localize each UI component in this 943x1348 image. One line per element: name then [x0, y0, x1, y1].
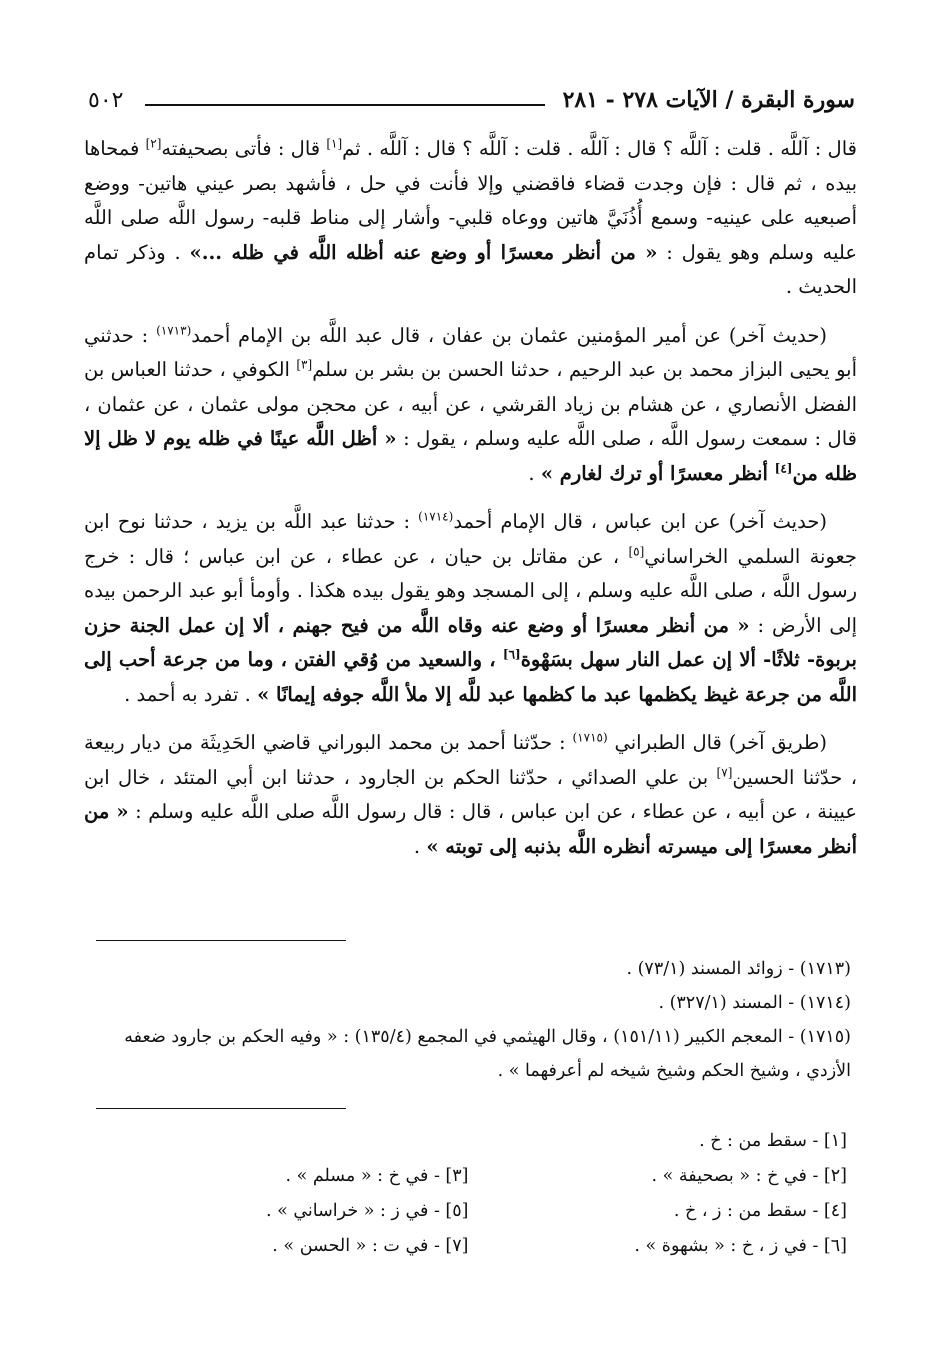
note-marker: [١]	[326, 136, 343, 151]
note-marker: (١٧١٣)	[156, 323, 192, 337]
variant-note: [٦] - في ز ، خ : « بشهوة » .	[634, 1236, 847, 1256]
text-run: فمحاها بيده ، ثم قال : فإن وجدت قضاء فاقضني وإلا فأنت في حل ، فأشهد بصر عيني هاتين- ووضع أصبعيه على عينيه- وسمع أُذُنَيَّ هاتين ووعاه قلبي- وأشار إلى مناط قلبه- رسول اللَّه صلى اللَّه عليه وسلم وهو يقول :	[84, 137, 857, 264]
text-run: (طريق آخر) قال الطبراني	[607, 731, 827, 754]
variant-row	[90, 1229, 847, 1264]
hadith-quote: « من أنظر معسرًا أو وضع عنه وقاه اللَّه من فيح جهنم ، ألا إن عمل الجنة حزن بربوة- ثلاثًا- ألا إن عمل النار سهل بسَهْوة	[84, 613, 857, 671]
paragraph-p4	[84, 726, 857, 864]
note-marker: (١٧١٤)	[418, 509, 454, 524]
variant-row	[90, 1194, 847, 1229]
header-rule	[145, 104, 544, 106]
paragraph-p1	[84, 132, 857, 305]
hadith-quote: « من أنظر معسرًا أو وضع عنه أظله اللَّه في ظله ...»	[189, 240, 658, 264]
hadith-quote: « من أنظر معسرًا إلى ميسرته أنظره اللَّه بذنبه إلى توبته »	[84, 800, 857, 858]
variant-note	[90, 1124, 469, 1159]
text-run: (حديث آخر) عن ابن عباس ، قال الإمام أحمد	[453, 510, 827, 533]
page-number: ٥٠٢	[88, 87, 124, 113]
text-run: قال : فأتى بصحيفته	[161, 137, 327, 160]
note-marker: (١٧١٥)	[572, 730, 608, 745]
paragraph-p2	[84, 319, 857, 492]
text-run: : حدثني أبو يحيى البزاز محمد بن عبد الرحيم ، حدثنا الحسن بن بشر بن سلم	[84, 323, 857, 381]
note-marker: [٤]	[774, 461, 793, 475]
text-run: قال : آللَّه . قلت : آللَّه ؟ قال : آللَّه . قلت : آللَّه ؟ قال : آللَّه . ثم	[342, 137, 857, 160]
note-marker: [٣]	[296, 357, 313, 372]
footnote-rule	[96, 940, 346, 941]
text-run: : حدثنا عبد اللَّه بن يزيد ، حدثنا نوح ابن جعونة السلمي الخراساني	[84, 510, 857, 568]
variant-note: [٢] - في خ : « بصحيفة » .	[651, 1166, 847, 1186]
main-text	[84, 132, 857, 878]
note-marker: [٧]	[716, 765, 733, 779]
text-run: .	[528, 461, 541, 485]
paragraph-p3	[84, 505, 857, 712]
hadith-quote: أنظر معسرًا أو ترك لغارم »	[540, 461, 775, 485]
footnote: (١٧١٤) - المسند (٣٢٧/١) .	[658, 993, 851, 1013]
running-title: سورة البقرة / الآيات ٢٧٨ - ٢٨١	[562, 87, 855, 113]
footnote: (١٧١٥) - المعجم الكبير (١٥١/١١) ، وقال الهيثمي في المجمع (١٣٥/٤) : « وفيه الحكم بن جارود ضعفه الأزدي ، وشيخ الحكم وشيخ شيخه لم أعرفهما » .	[124, 1027, 851, 1081]
variants-rule	[96, 1108, 346, 1109]
note-marker: [٦]	[502, 647, 521, 662]
variant-row	[90, 1124, 847, 1159]
manuscript-variants	[90, 1124, 847, 1264]
variant-note: [٥] - في ز : « خراساني » .	[265, 1201, 469, 1221]
text-run: الكوفي ، حدثنا العباس بن الفضل الأنصاري ، عن هشام بن زياد القرشي ، عن أبيه ، عن محجن مولى عثمان ، عن عثمان ، قال : سمعت رسول اللَّه ، صلى اللَّه عليه وسلم ، يقول :	[84, 358, 857, 450]
variant-note: [٣] - في خ : « مسلم » .	[285, 1166, 469, 1186]
footnote: (١٧١٣) - زوائد المسند (٧٣/١) .	[626, 959, 851, 979]
note-marker: [٢]	[145, 136, 162, 151]
variant-note: [١] - سقط من : خ .	[699, 1131, 847, 1151]
text-run: . وذكر تمام الحديث .	[84, 240, 857, 298]
footnotes	[90, 952, 851, 1088]
text-run: : حدّثنا أحمد بن محمد البوراني قاضي الحَدِيثَة من ديار ربيعة ، حدّثنا الحسين	[84, 731, 857, 789]
hadith-quote: ، والسعيد من وُقي الفتن ، وما من جرعة أحب إلى اللَّه من جرعة غيظ يكظمها عبد ما كظمها عبد للَّه إلا ملأ اللَّه جوفه إيمانًا »	[84, 648, 857, 706]
hadith-quote: « أظل اللَّه عينًا في ظله يوم لا ظل إلا ظله من	[84, 427, 857, 485]
variant-note: [٧] - في ت : « الحسن » .	[272, 1236, 469, 1256]
text-run: . تفرد به أحمد .	[124, 682, 258, 706]
text-run: (حديث آخر) عن أمير المؤمنين عثمان بن عفان ، قال عبد اللَّه بن الإمام أحمد	[191, 323, 827, 347]
variant-note: [٤] - سقط من : ز ، خ .	[673, 1201, 847, 1221]
variant-row	[90, 1159, 847, 1194]
text-run: .	[413, 834, 427, 858]
text-run: ، عن مقاتل بن حيان ، عن عطاء ، عن ابن عباس ؛ قال : خرج رسول اللَّه ، صلى اللَّه عليه وسلم ، إلى المسجد وهو يقول بيده هكذا . وأومأ أبو عبد الرحمن بيده إلى الأرض :	[84, 544, 857, 637]
text-run: بن علي الصدائي ، حدّثنا الحكم بن الجارود ، حدثنا ابن أبي المتئد ، خال ابن عيينة ، عن أبيه ، عن عطاء ، عن ابن عباس ، قال : قال رسول اللَّه صلى اللَّه عليه وسلم :	[84, 765, 858, 823]
note-marker: [٥]	[628, 544, 645, 558]
page-header	[88, 82, 855, 118]
